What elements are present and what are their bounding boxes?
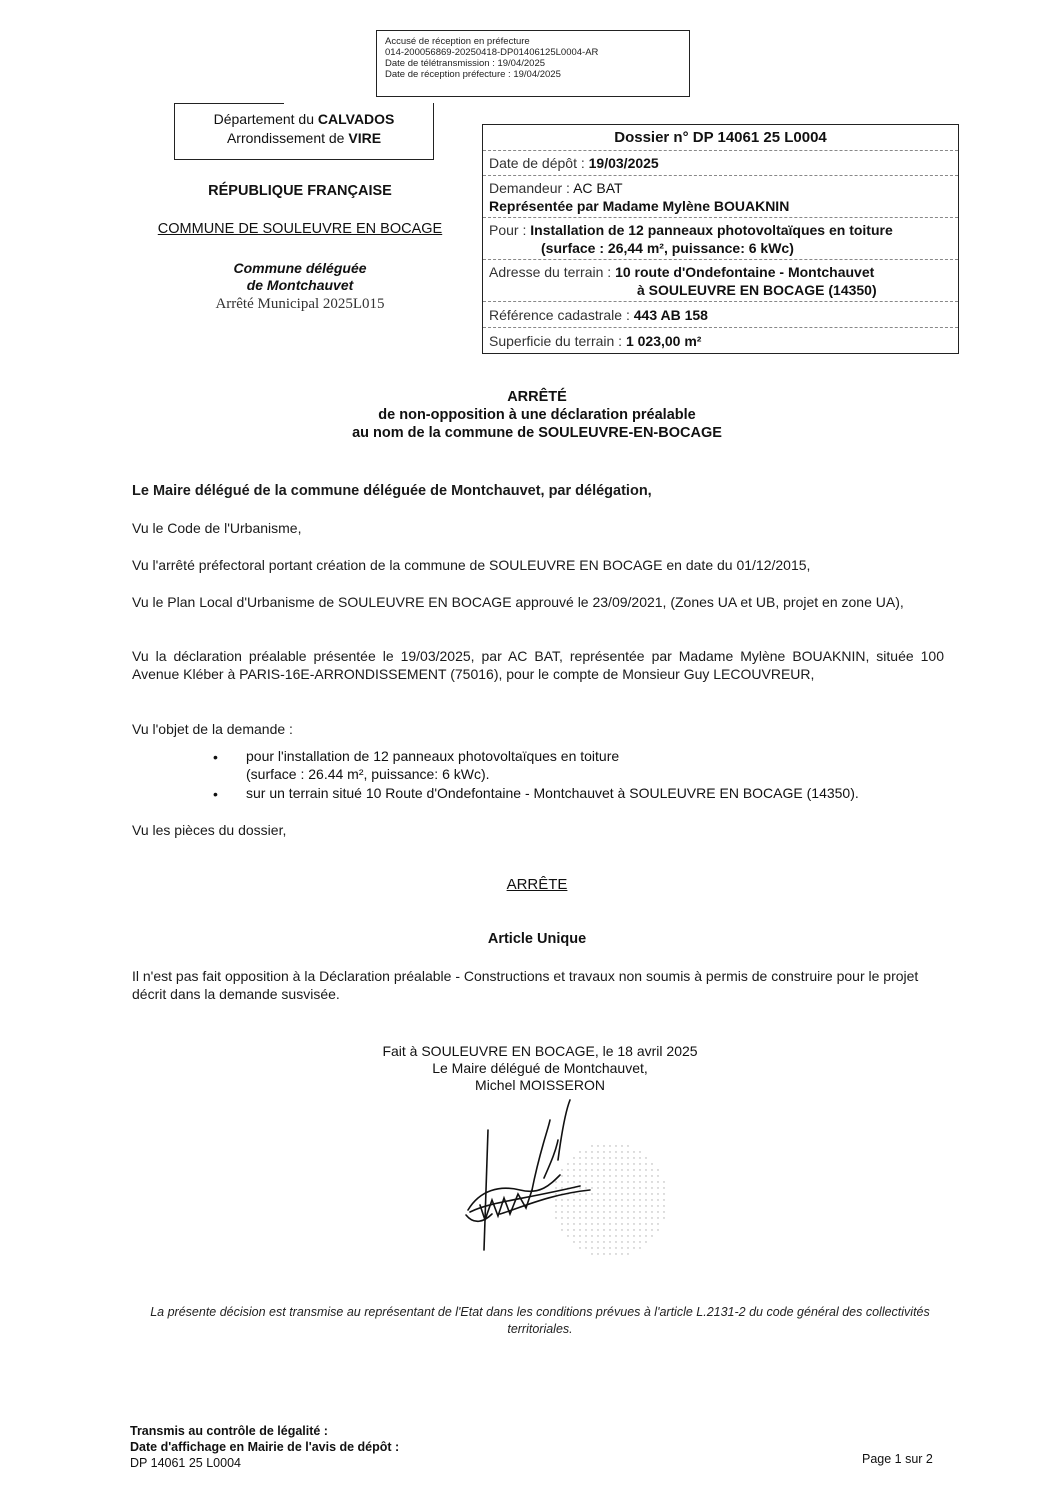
- bullet1-line1: pour l'installation de 12 panneaux photovoltaïques en toiture: [246, 748, 620, 764]
- dossier-title-row: [483, 125, 958, 151]
- commune-deleguee: [140, 260, 460, 294]
- title-line3: au nom de la commune de SOULEUVRE-EN-BOCAGE: [352, 425, 722, 441]
- handwritten-signature: [440, 1090, 670, 1260]
- title-line1: ARRÊTÉ: [507, 389, 567, 405]
- republic-heading: RÉPUBLIQUE FRANÇAISE: [208, 183, 392, 199]
- receipt-line: Date de réception préfecture : 19/04/2025: [385, 69, 561, 80]
- pour-row: [483, 218, 958, 260]
- vu-arrete-prefectoral: Vu l'arrêté préfectoral portant création de la commune de SOULEUVRE EN BOCAGE en date du 01/12/2015,: [132, 557, 811, 573]
- commune-heading: COMMUNE DE SOULEUVRE EN BOCAGE: [157, 221, 443, 237]
- page-number: Page 1 sur 2: [862, 1452, 933, 1466]
- receipt-stamp: [376, 30, 690, 97]
- receipt-line: Accusé de réception en préfecture: [385, 36, 530, 47]
- representee: Représentée par Madame Mylène BOUAKNIN: [489, 198, 790, 214]
- official-seal-stamp: [552, 1142, 668, 1258]
- footer-affichage: Date d'affichage en Mairie de l'avis de dépôt :: [130, 1440, 400, 1454]
- adresse-label: Adresse du terrain :: [489, 264, 616, 280]
- signature-name: Michel MOISSERON: [475, 1077, 605, 1093]
- vu-pieces: Vu les pièces du dossier,: [132, 822, 287, 838]
- ref-row: [483, 302, 958, 328]
- footer-ref: DP 14061 25 L0004: [130, 1456, 241, 1470]
- arrete-title: [0, 388, 1058, 442]
- deleguee-line2: de Montchauvet: [246, 277, 354, 293]
- pour-label: Pour :: [489, 222, 531, 238]
- article-heading: Article Unique: [487, 931, 587, 947]
- pour-line2: (surface : 26,44 m², puissance: 6 kWc): [541, 240, 794, 256]
- ref-value: 443 AB 158: [633, 307, 708, 323]
- arr-name: VIRE: [348, 130, 382, 146]
- adresse-row: [483, 260, 958, 302]
- demandeur-label: Demandeur :: [489, 180, 574, 196]
- ref-label: Référence cadastrale :: [489, 307, 634, 323]
- bullet-item-2: sur un terrain situé 10 Route d'Ondefontaine - Montchauvet à SOULEUVRE EN BOCAGE (14350).: [246, 785, 859, 801]
- demandeur-row: [483, 176, 958, 218]
- dossier-title: Dossier n° DP 14061 25 L0004: [614, 129, 827, 146]
- arrete-heading: ARRÊTE: [506, 876, 568, 893]
- arr-prefix: Arrondissement de: [226, 130, 349, 146]
- signature-role: Le Maire délégué de Montchauvet,: [432, 1060, 648, 1076]
- vu-objet: Vu l'objet de la demande :: [132, 721, 293, 737]
- legal-footnote: La présente décision est transmise au représentant de l'Etat dans les conditions prévues à l'article L.2131-2 du code général des collectivités territoriales.: [150, 1305, 930, 1336]
- title-line2: de non-opposition à une déclaration préalable: [378, 407, 696, 423]
- vu-plu: Vu le Plan Local d'Urbanisme de SOULEUVRE EN BOCAGE approuvé le 23/09/2021, (Zones UA et UB, projet en zone UA),: [132, 594, 904, 610]
- arrete-municipal: Arrêté Municipal 2025L015: [215, 296, 385, 312]
- article-text: Il n'est pas fait opposition à la Déclaration préalable - Constructions et travaux non soumis à permis de construire pour le projet décrit dans la demande susvisée.: [132, 968, 919, 1002]
- maire-statement: Le Maire délégué de la commune déléguée de Montchauvet, par délégation,: [132, 483, 652, 499]
- depot-label: Date de dépôt :: [489, 155, 589, 171]
- deleguee-line1: Commune déléguée: [233, 260, 367, 276]
- pour-line1: Installation de 12 panneaux photovoltaïques en toiture: [530, 222, 893, 238]
- bullet-item-1: [246, 748, 966, 783]
- depot-row: [483, 151, 958, 176]
- footer-legal-block: [130, 1423, 399, 1471]
- signature-block: [340, 1043, 740, 1094]
- dept-name: CALVADOS: [317, 111, 395, 127]
- depot-value: 19/03/2025: [588, 155, 659, 171]
- vu-declaration: Vu la déclaration préalable présentée le 19/03/2025, par AC BAT, représentée par Madame Mylène BOUAKNIN, située 100 Avenue Kléber à PARIS-16E-ARRONDISSEMENT (75016), pour le compte de Monsieur Guy LECOUVREUR,: [132, 648, 944, 682]
- bullet-marker: •: [213, 749, 218, 765]
- adresse-line2: à SOULEUVRE EN BOCAGE (14350): [637, 282, 877, 298]
- receipt-line: 014-200056869-20250418-DP01406125L0004-AR: [385, 47, 599, 58]
- receipt-line: Date de télétransmission : 19/04/2025: [385, 58, 546, 69]
- dept-prefix: Département du: [213, 111, 318, 127]
- superficie-label: Superficie du terrain :: [489, 333, 626, 349]
- superficie-value: 1 023,00 m²: [625, 333, 702, 349]
- bullet1-line2: (surface : 26.44 m², puissance: 6 kWc).: [246, 765, 490, 782]
- demandeur-value: AC BAT: [573, 180, 623, 196]
- department-box: [174, 103, 434, 160]
- footer-transmis: Transmis au contrôle de légalité :: [130, 1424, 328, 1438]
- dossier-box: [482, 124, 959, 354]
- adresse-line1: 10 route d'Ondefontaine - Montchauvet: [615, 264, 875, 280]
- bullet-marker: •: [213, 786, 218, 802]
- superficie-row: [483, 328, 958, 354]
- vu-code-urbanisme: Vu le Code de l'Urbanisme,: [132, 520, 302, 536]
- signature-place-date: Fait à SOULEUVRE EN BOCAGE, le 18 avril 2025: [382, 1043, 698, 1059]
